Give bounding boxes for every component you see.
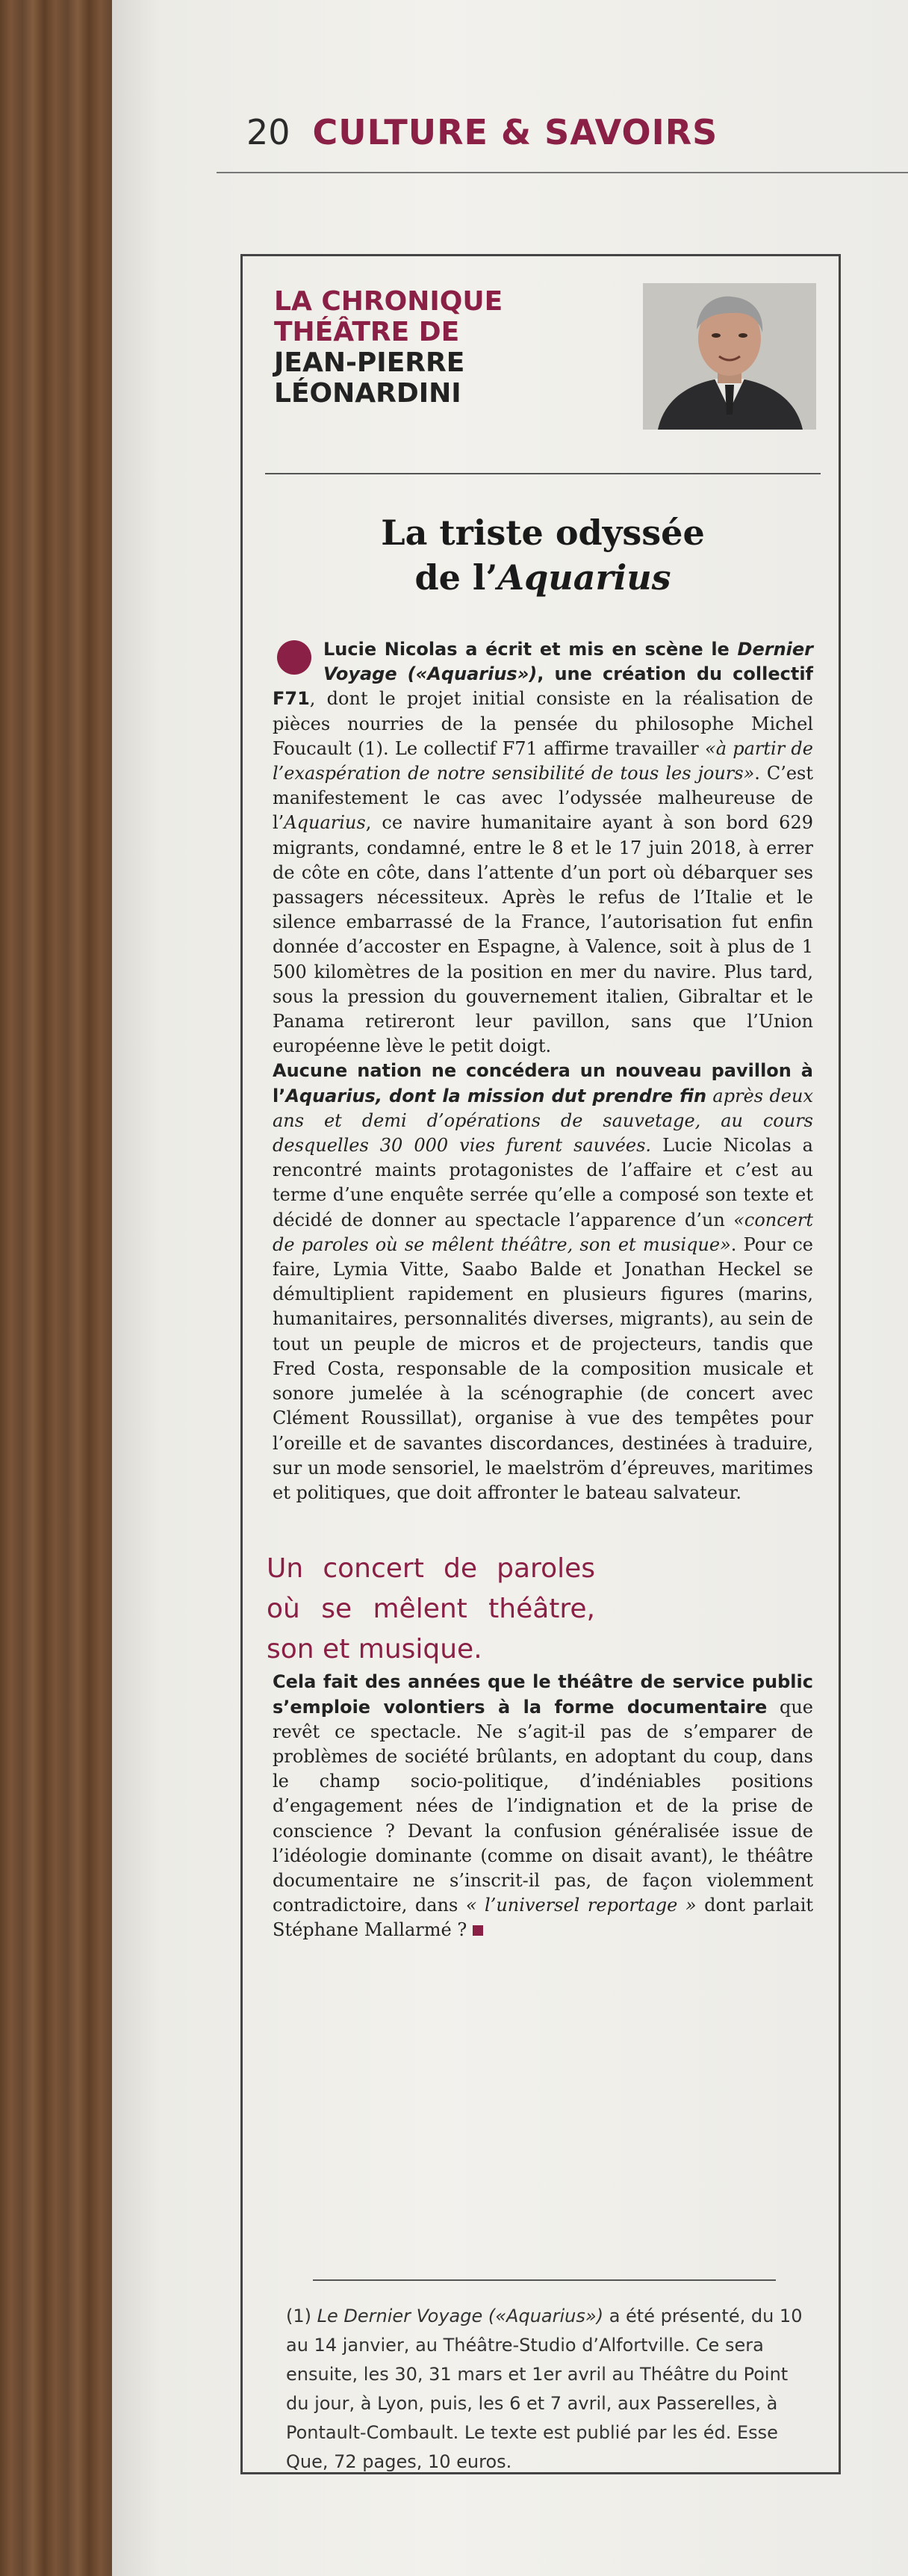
paragraph-1-quote: «à partir de l’exaspération de notre sensibilité de tous les jours» [273,737,814,784]
paragraph-1-ship: Aquarius [284,812,366,834]
paragraph-2-lead-a: Aucune nation ne concédera un nouveau pavillon à l’ [273,1060,813,1106]
end-of-article-icon [473,1925,483,1936]
paragraph-3-body-b: dont parlait Stéphane Mallarmé ? [273,1895,814,1941]
page-header [246,112,718,152]
paragraph-3-quote: « l’universel reportage » [465,1895,697,1916]
paragraph-3-body-a: que revêt ce spectacle. Ne s’agit-il pas de s’emparer de problèmes de société brûlants, en adoptant du coup, dans le champ socio-politique, d’indéniables positions d’engagement nées de l’indignation et de la prise de conscience ? Devant la confusion généralisée issue de l’idéologie dominante (comme on disait avant), le théâtre documentaire ne s’inscrit-il pas, de façon violemment contradictoire, dans [273,1696,814,1916]
footnote [286,2302,809,2477]
chronicle-box [240,254,841,2474]
paragraph-1-body-c: , ce navire humanitaire ayant à son bord 629 migrants, condamné, entre le 8 et le 17 juin 2018, à errer de côte en côte, dans l’attente d’un port où débarquer ses passagers nécessiteux. Après le refus de l’Italie et le silence embarrassé de la France, l’autorisation fut enfin donnée d’accoster en Espagne, à Valence, soit à plus de 1 500 kilomètres de la position en mer du navire. Plus tard, sous la pression du gouvernement italien, Gibraltar et le Panama retireront leur pavillon, sans que l’Union européenne lève le petit doigt. [273,812,813,1057]
paragraph-2-body-italic: après deux ans et demi d’opérations de sauvetage, au cours desquelles 30 000 vies furent sauvées. [273,1085,813,1157]
article-title [243,510,843,600]
header-divider [217,172,908,173]
paragraph-1-lead-b: , une création du collectif F71 [273,663,813,710]
paragraph-1-body-b: . C’est manifestement le cas avec l’odyssée malheureuse de l’ [273,763,814,834]
paragraph-2-quote: «concert de paroles où se mêlent théâtre, son et musique» [273,1209,813,1255]
byline-author-last: LÉONARDINI [274,378,461,409]
footnote-title: Le Dernier Voyage («Aquarius») [317,2306,604,2326]
paragraph-2-lead-b: , dont la mission dut prendre fin [375,1085,707,1106]
author-portrait [643,283,816,430]
footnote-divider [313,2279,776,2281]
section-title: CULTURE & SAVOIRS [312,112,718,152]
article-title-ship: Aquarius [497,557,671,598]
paragraph-2-body-a: Lucie Nicolas a rencontré maints protagonistes de l’affaire et c’est au terme d’une enquête serrée qu’elle a composé son texte et décidé de donner au spectacle l’apparence d’un [273,1135,813,1230]
byline [274,286,503,409]
footnote-text: a été présenté, du 10 au 14 janvier, au Théâtre-Studio d’Alfortville. Ce sera ensuite, les 30, 31 mars et 1er avril au Théâtre du Point du jour, à Lyon, puis, les 6 et 7 avril, aux Passerelles, à Pontault-Combault. Le texte est publié par les éd. Esse Que, 72 pages, 10 euros. [286,2306,803,2472]
paragraph-2-body-b: . Pour ce faire, Lymia Vitte, Saabo Balde et Jonathan Heckel se démultiplient rapidement en plusieurs figures (marins, humanitaires, personnalités diverses, migrants), au sein de tout un peuple de micros et de projecteurs, tandis que Fred Costa, responsable de la composition musicale et sonore jumelée à la scénographie (de concert avec Clément Roussillat), organise à vue des tempêtes pour l’oreille et de savantes discordances, destinées à traduire, sur un mode sensoriel, le maelström d’épreuves, maritimes et politiques, que doit affronter le bateau salvateur. [273,1233,813,1503]
pull-quote: Un concert de paroles où se mêlent théâtre, son et musique. [267,1553,595,1665]
intro-divider [265,473,821,474]
byline-line-1: LA CHRONIQUE [274,286,503,317]
paragraph-1-lead-title: Dernier Voyage («Aquarius») [323,639,813,685]
paragraph-1-lead-a: Lucie Nicolas a écrit et mis en scène le [323,639,738,660]
wooden-table-background [0,0,119,2576]
paragraph-bullet-icon [277,640,311,675]
article-title-line-1: La triste odyssée [381,513,705,553]
article-title-line-2 [243,555,843,600]
byline-line-2: THÉÂTRE DE [274,317,460,347]
paragraph-3-lead: Cela fait des années que le théâtre de service public s’emploie volontiers à la forme documentaire [273,1671,813,1718]
footnote-prefix: (1) [286,2306,317,2326]
article-title-prefix: de l’ [414,557,498,598]
paragraph-1 [273,637,813,1059]
paragraph-1-body-a: , dont le projet initial consiste en la réalisation de pièces nourries de la pensée du philosophe Michel Foucault (1). Le collectif F71 affirme travailler [273,688,813,759]
paragraph-3 [273,1670,813,1942]
article-body [267,637,814,1943]
byline-author-first: JEAN-PIERRE [274,347,465,378]
paragraph-2-lead-ship: Aquarius [285,1085,376,1106]
author-portrait-drawing [643,283,816,430]
page-number: 20 [246,112,290,152]
